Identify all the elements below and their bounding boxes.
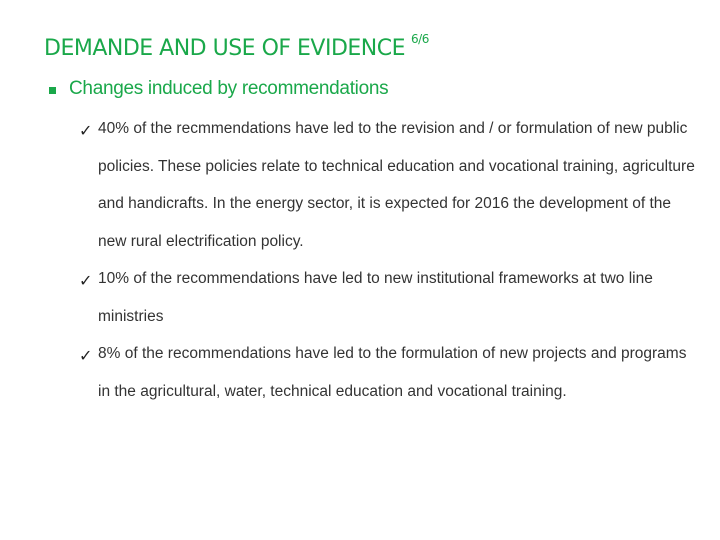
checkmark-icon: ✓ [79, 346, 93, 365]
slide-page-indicator: 6/6 [411, 32, 429, 46]
bullet-list [80, 120, 700, 420]
list-item-text: 10% of the recommendations have led to new institutional frameworks at two line ministries [98, 270, 653, 325]
square-bullet-icon [49, 87, 56, 94]
list-item [80, 345, 700, 420]
slide-title-text: DEMANDE AND USE OF EVIDENCE [44, 36, 406, 61]
list-item-text: 8% of the recommendations have led to the formulation of new projects and programs in the agricultural, water, technical education and vocational training. [98, 345, 687, 400]
section-heading-text: Changes induced by recommendations [69, 78, 389, 99]
section-heading [49, 78, 388, 100]
list-item-text: 40% of the recmmendations have led to the revision and / or formulation of new public policies. These policies relate to technical education and vocational training, agriculture and handicrafts. In the energy sector, it is expected for 2016 the development of the new rural electrification policy. [98, 120, 695, 250]
list-item [80, 120, 700, 270]
checkmark-icon: ✓ [79, 121, 93, 140]
list-item [80, 270, 700, 345]
slide-title [44, 32, 429, 61]
checkmark-icon: ✓ [79, 271, 93, 290]
